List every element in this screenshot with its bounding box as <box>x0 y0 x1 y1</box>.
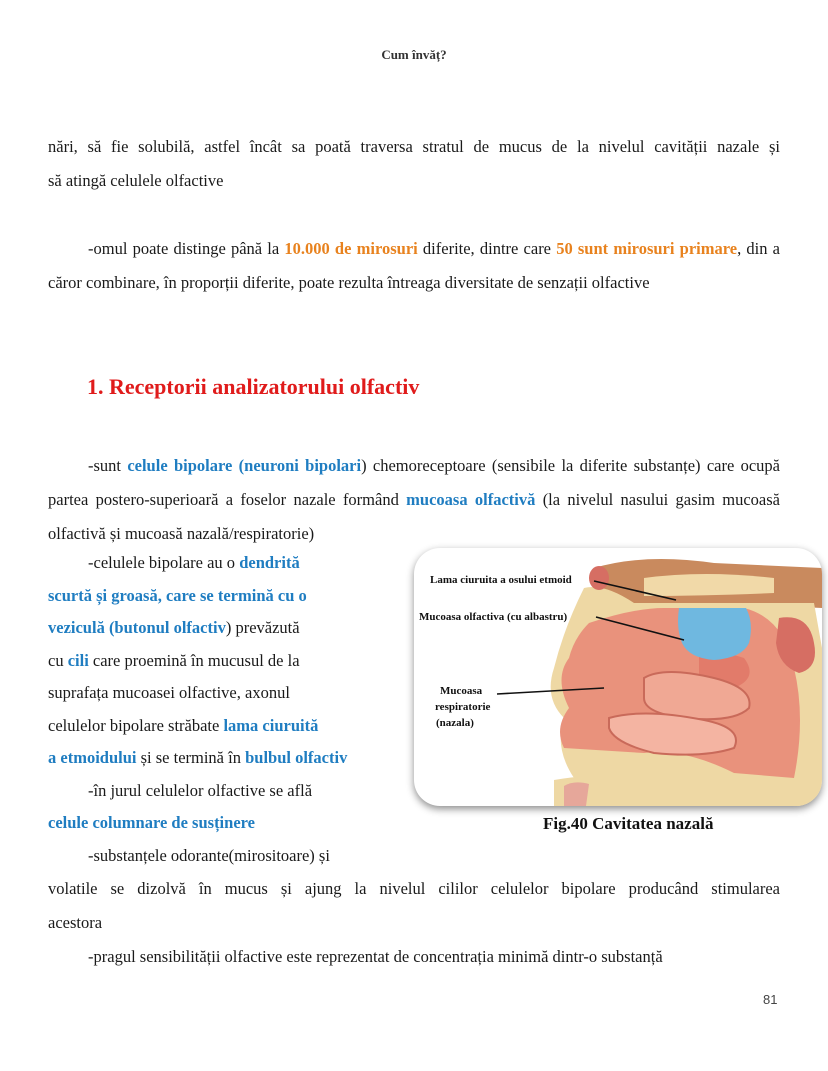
label-cribriform-plate: Lama ciuruita a osului etmoid <box>430 574 572 586</box>
highlight-text: dendrită <box>239 553 300 572</box>
text-line: -pragul sensibilității olfactive este reprezentat de concentrația minimă dintr-o substanță <box>88 947 663 966</box>
paragraph-odor-count <box>48 232 780 300</box>
text: și se termină în <box>136 748 246 767</box>
highlight-text: scurtă și groasă, care se termină cu o <box>48 585 307 605</box>
text: cu <box>48 650 68 670</box>
text: , din a căror combinare, în proporții diferite, poate rezulta întreaga diversitate de senzații olfactive <box>48 239 780 292</box>
highlight-text: mucoasa olfactivă <box>406 490 536 509</box>
highlight-text: a etmoidului <box>48 748 137 767</box>
text-column-left <box>48 547 408 872</box>
highlight-text: lama ciuruită <box>223 715 319 735</box>
label-respiratory-mucosa-1: Mucoasa <box>440 685 483 697</box>
label-respiratory-mucosa-3: (nazala) <box>436 717 474 729</box>
text: -substanțele odorante(mirositoare) și <box>88 845 330 865</box>
text-line <box>48 547 408 580</box>
label-respiratory-mucosa-2: respiratorie <box>435 701 491 713</box>
text-line: acestora <box>48 913 103 932</box>
text: -în jurul celulelor olfactive se află <box>88 780 313 800</box>
text-line <box>48 742 408 775</box>
label-olfactory-mucosa: Mucoasa olfactiva (cu albastru) <box>419 611 568 623</box>
text: care proemină în mucusul de la <box>88 650 300 670</box>
text: suprafața mucoasei olfactive, axonul <box>48 683 290 702</box>
paragraph-bipolar-cells <box>48 449 780 551</box>
highlight-text: celule bipolare (neuroni bipolari <box>127 456 362 475</box>
text-line <box>48 710 408 743</box>
text-line <box>48 612 408 645</box>
text: celulelor bipolare străbate <box>48 715 224 735</box>
highlight-text: 50 sunt mirosuri primare <box>556 239 738 258</box>
text: (la nivelul nasului gasim mucoasă olfactivă și mucoasă nazală/respiratorie) <box>48 490 780 543</box>
highlight-text: celule columnare de susținere <box>48 813 255 832</box>
paragraph-odorants <box>48 872 780 974</box>
text-line <box>48 645 408 678</box>
text: ) chemoreceptoare (sensibile la diferite substanțe) care ocupă partea postero-superioară a foselor nazale formând <box>48 456 781 509</box>
paragraph-continuation <box>48 130 780 198</box>
highlight-text: bulbul olfactiv <box>245 748 348 767</box>
text-line <box>48 807 408 840</box>
text: ) prevăzută <box>225 618 300 637</box>
text-line <box>48 580 408 613</box>
section-heading: 1. Receptorii analizatorului olfactiv <box>87 374 420 399</box>
text: diferite, dintre care <box>417 239 557 258</box>
highlight-text: 10.000 de mirosuri <box>284 239 418 258</box>
text: -sunt <box>88 456 128 475</box>
text-line <box>48 775 408 808</box>
highlight-text: veziculă (butonul olfactiv <box>48 618 226 637</box>
page-number: 81 <box>763 992 778 1007</box>
nasal-cavity-figure <box>414 548 822 806</box>
text-line: volatile se dizolvă în mucus și ajung la nivelul cililor celulelor bipolare producând stimularea <box>48 879 780 898</box>
highlight-text: cili <box>67 650 89 670</box>
text: -omul poate distinge până la <box>88 239 285 258</box>
text-line <box>48 840 408 873</box>
text-line: nări, să fie solubilă, astfel încât sa poată traversa stratul de mucus de la nivelul cavității nazale și <box>48 137 780 156</box>
figure-caption: Fig.40 Cavitatea nazală <box>543 814 714 833</box>
text-line: să atingă celulele olfactive <box>48 171 224 190</box>
text-line <box>48 677 408 710</box>
text: -celulele bipolare au o <box>88 553 240 572</box>
running-header: Cum învăț? <box>381 47 447 62</box>
